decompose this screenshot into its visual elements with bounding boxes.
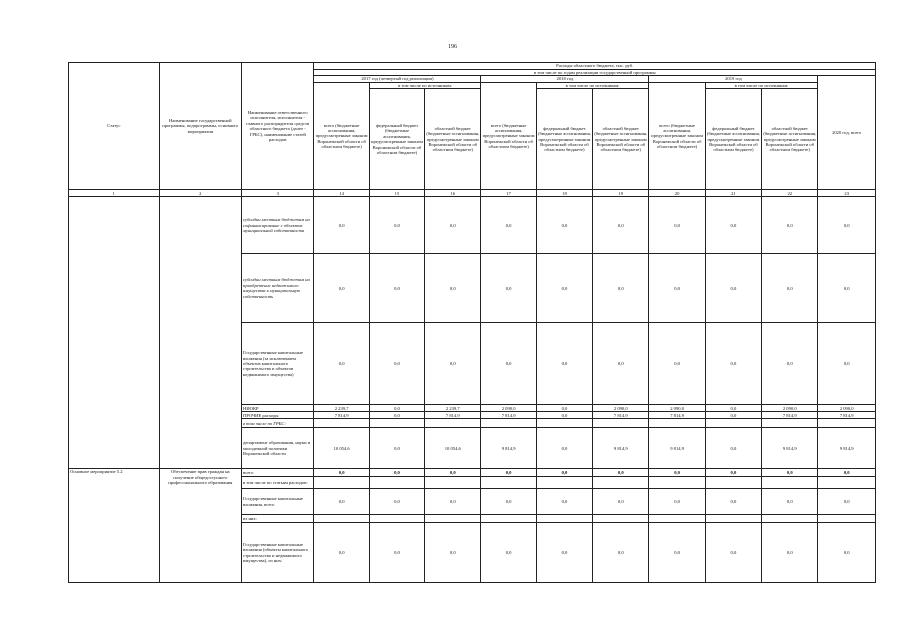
header-status: Статус xyxy=(69,63,160,190)
value-cell: 0,0 xyxy=(481,523,536,583)
value-cell: 2 090,0 xyxy=(593,405,649,412)
value-cell xyxy=(649,515,705,523)
value-cell xyxy=(536,515,592,523)
value-cell: 0,0 xyxy=(593,254,649,323)
value-cell: 0,0 xyxy=(705,254,761,323)
value-cell xyxy=(369,477,424,489)
value-cell xyxy=(369,515,424,523)
value-cell: 7 814,9 xyxy=(593,412,649,419)
value-cell: 0,0 xyxy=(705,323,761,405)
value-cell xyxy=(425,477,481,489)
row-label: Государственные капитальные вложения (объекты капитального строительства и недвижимого имущества), из них: xyxy=(242,523,314,583)
value-cell: 0,0 xyxy=(818,489,876,515)
value-cell: 7 814,9 xyxy=(818,412,876,419)
value-cell: 0,0 xyxy=(536,412,592,419)
header-sources-2018: в том числе по источникам: xyxy=(536,82,649,88)
value-cell: 0,0 xyxy=(369,412,424,419)
value-cell xyxy=(593,419,649,428)
value-cell: 0,0 xyxy=(536,469,592,477)
value-cell: 0,0 xyxy=(425,523,481,583)
value-cell xyxy=(818,477,876,489)
value-cell xyxy=(762,419,818,428)
value-cell: 7 814,9 xyxy=(762,412,818,419)
value-cell: 0,0 xyxy=(705,523,761,583)
header-year-2018: 2018 год xyxy=(481,76,649,82)
value-cell: 9 814,9 xyxy=(762,428,818,469)
value-cell: 0,0 xyxy=(314,523,369,583)
row-label: в том числе по статьям расходов: xyxy=(242,477,314,489)
row-label: в том числе по ГРБС: xyxy=(242,419,314,428)
value-cell: 0,0 xyxy=(649,489,705,515)
value-cell: 2 090,0 xyxy=(481,405,536,412)
value-cell: 0,0 xyxy=(425,323,481,405)
value-cell: 9 814,9 xyxy=(649,428,705,469)
value-cell: 0,0 xyxy=(425,489,481,515)
value-cell: 0,0 xyxy=(536,523,592,583)
value-cell: 0,0 xyxy=(314,254,369,323)
value-cell: 10 054,6 xyxy=(425,428,481,469)
value-cell: 0,0 xyxy=(762,523,818,583)
row-label: Государственные капитальные вложения (за исключением объектов капитального строительства и объектов недвижимого имущества) xyxy=(242,323,314,405)
value-cell: 0,0 xyxy=(762,469,818,477)
header-program-name: Наименование государственной программы, подпрограммы, основного мероприятия xyxy=(159,63,241,190)
value-cell xyxy=(481,477,536,489)
value-cell: 0,0 xyxy=(369,254,424,323)
row-label: всего xyxy=(242,469,314,477)
value-cell xyxy=(762,515,818,523)
value-cell: 0,0 xyxy=(314,197,369,254)
value-cell: 7 814,9 xyxy=(649,412,705,419)
value-cell: 0,0 xyxy=(481,469,536,477)
value-cell: 0,0 xyxy=(705,469,761,477)
header-regional-2017: областной бюджет (бюджетные ассигнования, предусмотренные законом Воронежской области об областном бюджете) xyxy=(425,89,481,190)
value-cell xyxy=(481,515,536,523)
value-cell: 0,0 xyxy=(705,489,761,515)
header-year-2020: 2020 год, всего xyxy=(818,76,876,190)
value-cell xyxy=(425,419,481,428)
value-cell: 0,0 xyxy=(536,323,592,405)
value-cell: 0,0 xyxy=(536,197,592,254)
value-cell: 7 814,9 xyxy=(314,412,369,419)
value-cell: 0,0 xyxy=(762,323,818,405)
value-cell xyxy=(593,515,649,523)
measure-status: Основное мероприятие 5.2 xyxy=(69,469,160,583)
header-by-years: в том числе по годам реализации государственной программы xyxy=(314,70,876,76)
value-cell: 2 239,7 xyxy=(425,405,481,412)
value-cell: 0,0 xyxy=(425,469,481,477)
value-cell xyxy=(705,515,761,523)
value-cell xyxy=(818,515,876,523)
value-cell: 0,0 xyxy=(425,197,481,254)
value-cell: 0,0 xyxy=(369,405,424,412)
value-cell: 0,0 xyxy=(369,323,424,405)
header-total-2019: всего (бюджетные ассигнования, предусмотренные законом Воронежской области об областном бюджете) xyxy=(649,82,705,189)
value-cell: 0,0 xyxy=(481,323,536,405)
value-cell: 0,0 xyxy=(481,489,536,515)
value-cell: 0,0 xyxy=(818,323,876,405)
row-label: ПРОЧИЕ расходы xyxy=(242,412,314,419)
value-cell: 0,0 xyxy=(762,254,818,323)
value-cell: 0,0 xyxy=(369,197,424,254)
col-number: 23 xyxy=(818,190,876,197)
header-sources-2017: в том числе по источникам: xyxy=(369,82,481,88)
program-cell-empty xyxy=(159,197,241,469)
value-cell: 0,0 xyxy=(649,323,705,405)
col-number: 18 xyxy=(536,190,592,197)
value-cell: 7 814,9 xyxy=(481,412,536,419)
col-number: 3 xyxy=(242,190,314,197)
value-cell: 7 814,9 xyxy=(425,412,481,419)
header-year-2019: 2019 год xyxy=(649,76,818,82)
col-number: 14 xyxy=(314,190,369,197)
col-number: 16 xyxy=(425,190,481,197)
value-cell: 0,0 xyxy=(649,523,705,583)
value-cell xyxy=(314,419,369,428)
value-cell xyxy=(705,477,761,489)
col-number: 22 xyxy=(762,190,818,197)
value-cell xyxy=(536,419,592,428)
value-cell: 0,0 xyxy=(536,489,592,515)
value-cell: 0,0 xyxy=(705,197,761,254)
col-number: 20 xyxy=(649,190,705,197)
value-cell: 9 814,9 xyxy=(593,428,649,469)
value-cell: 0,0 xyxy=(649,197,705,254)
value-cell xyxy=(818,419,876,428)
value-cell: 0,0 xyxy=(649,469,705,477)
budget-table xyxy=(68,62,876,583)
value-cell: 0,0 xyxy=(536,254,592,323)
value-cell xyxy=(536,477,592,489)
value-cell: 0,0 xyxy=(425,254,481,323)
value-cell xyxy=(369,419,424,428)
value-cell: 0,0 xyxy=(818,523,876,583)
value-cell xyxy=(314,477,369,489)
value-cell: 0,0 xyxy=(593,489,649,515)
value-cell: 0,0 xyxy=(369,489,424,515)
page-number: 196 xyxy=(448,44,457,50)
header-expenses-title: Расходы областного бюджета, тыс. руб. xyxy=(314,63,876,70)
value-cell: 0,0 xyxy=(314,469,369,477)
value-cell: 0,0 xyxy=(314,489,369,515)
row-label: из них: xyxy=(242,515,314,523)
value-cell: 0,0 xyxy=(705,405,761,412)
col-number: 19 xyxy=(593,190,649,197)
value-cell xyxy=(649,477,705,489)
value-cell: 0,0 xyxy=(818,469,876,477)
value-cell: 0,0 xyxy=(762,489,818,515)
header-federal-2018: федеральный бюджет (бюджетные ассигнования, предусмотренные законом Воронежской области об областном бюджете) xyxy=(536,89,592,190)
value-cell: 0,0 xyxy=(369,523,424,583)
value-cell: 0,0 xyxy=(536,405,592,412)
value-cell xyxy=(314,515,369,523)
value-cell: 2 090,0 xyxy=(762,405,818,412)
value-cell xyxy=(425,515,481,523)
value-cell: 9 814,9 xyxy=(481,428,536,469)
value-cell: 2 090,0 xyxy=(649,405,705,412)
value-cell: 0,0 xyxy=(705,428,761,469)
header-executor: Наименование ответственного исполнителя, исполнителя - главного распорядителя средств областного бюджета (далее - ГРБС), наименование статей расходов xyxy=(242,63,314,190)
value-cell: 0,0 xyxy=(481,254,536,323)
value-cell: 0,0 xyxy=(818,254,876,323)
value-cell: 0,0 xyxy=(649,254,705,323)
value-cell: 0,0 xyxy=(593,323,649,405)
value-cell: 2 239,7 xyxy=(314,405,369,412)
value-cell: 0,0 xyxy=(762,197,818,254)
col-number: 17 xyxy=(481,190,536,197)
value-cell: 0,0 xyxy=(369,469,424,477)
col-number: 15 xyxy=(369,190,424,197)
value-cell: 0,0 xyxy=(369,428,424,469)
header-regional-2018: областной бюджет (бюджетные ассигнования, предусмотренные законом Воронежской области об областном бюджете) xyxy=(593,89,649,190)
value-cell: 0,0 xyxy=(593,523,649,583)
row-label: Государственные капитальные вложения, всего xyxy=(242,489,314,515)
col-number: 1 xyxy=(69,190,160,197)
col-number: 21 xyxy=(705,190,761,197)
header-year-2017: 2017 год (четвертый год реализации) xyxy=(314,76,481,82)
value-cell: 9 814,9 xyxy=(818,428,876,469)
row-label: НИОКР xyxy=(242,405,314,412)
header-total-2017: всего (бюджетные ассигнования, предусмотренные законом Воронежской области об областном бюджете) xyxy=(314,82,369,189)
value-cell: 0,0 xyxy=(593,197,649,254)
value-cell: 0,0 xyxy=(314,323,369,405)
value-cell xyxy=(649,419,705,428)
value-cell xyxy=(762,477,818,489)
value-cell xyxy=(481,419,536,428)
value-cell: 0,0 xyxy=(593,469,649,477)
header-total-2018: всего (бюджетные ассигнования, предусмотренные законом Воронежской области об областном бюджете) xyxy=(481,82,536,189)
row-label: департамент образования, науки и молодежной политики Воронежской области xyxy=(242,428,314,469)
value-cell: 2 090,0 xyxy=(818,405,876,412)
col-number: 2 xyxy=(159,190,241,197)
header-federal-2019: федеральный бюджет (бюджетные ассигнования, предусмотренные законом Воронежской области об областном бюджете) xyxy=(705,89,761,190)
value-cell: 0,0 xyxy=(481,197,536,254)
row-label: субсидии местным бюджетам на софинансирование с объектов муниципальной собственности xyxy=(242,197,314,254)
value-cell: 0,0 xyxy=(536,428,592,469)
header-federal-2017: федеральный бюджет (бюджетные ассигнования, предусмотренные законом Воронежской области об областном бюджете) xyxy=(369,89,424,190)
row-label: субсидии местным бюджетам на приобретение недвижимого имущества в муниципальную собственность xyxy=(242,254,314,323)
measure-name: Обеспечение прав граждан на получение общедоступного профессионального образования xyxy=(159,469,241,583)
value-cell xyxy=(593,477,649,489)
status-cell-empty xyxy=(69,197,160,469)
value-cell: 0,0 xyxy=(818,197,876,254)
value-cell xyxy=(705,419,761,428)
header-regional-2019: областной бюджет (бюджетные ассигнования, предусмотренные законом Воронежской области об областном бюджете) xyxy=(762,89,818,190)
value-cell: 10 054,6 xyxy=(314,428,369,469)
header-sources-2019: в том числе по источникам: xyxy=(705,82,818,88)
value-cell: 0,0 xyxy=(705,412,761,419)
